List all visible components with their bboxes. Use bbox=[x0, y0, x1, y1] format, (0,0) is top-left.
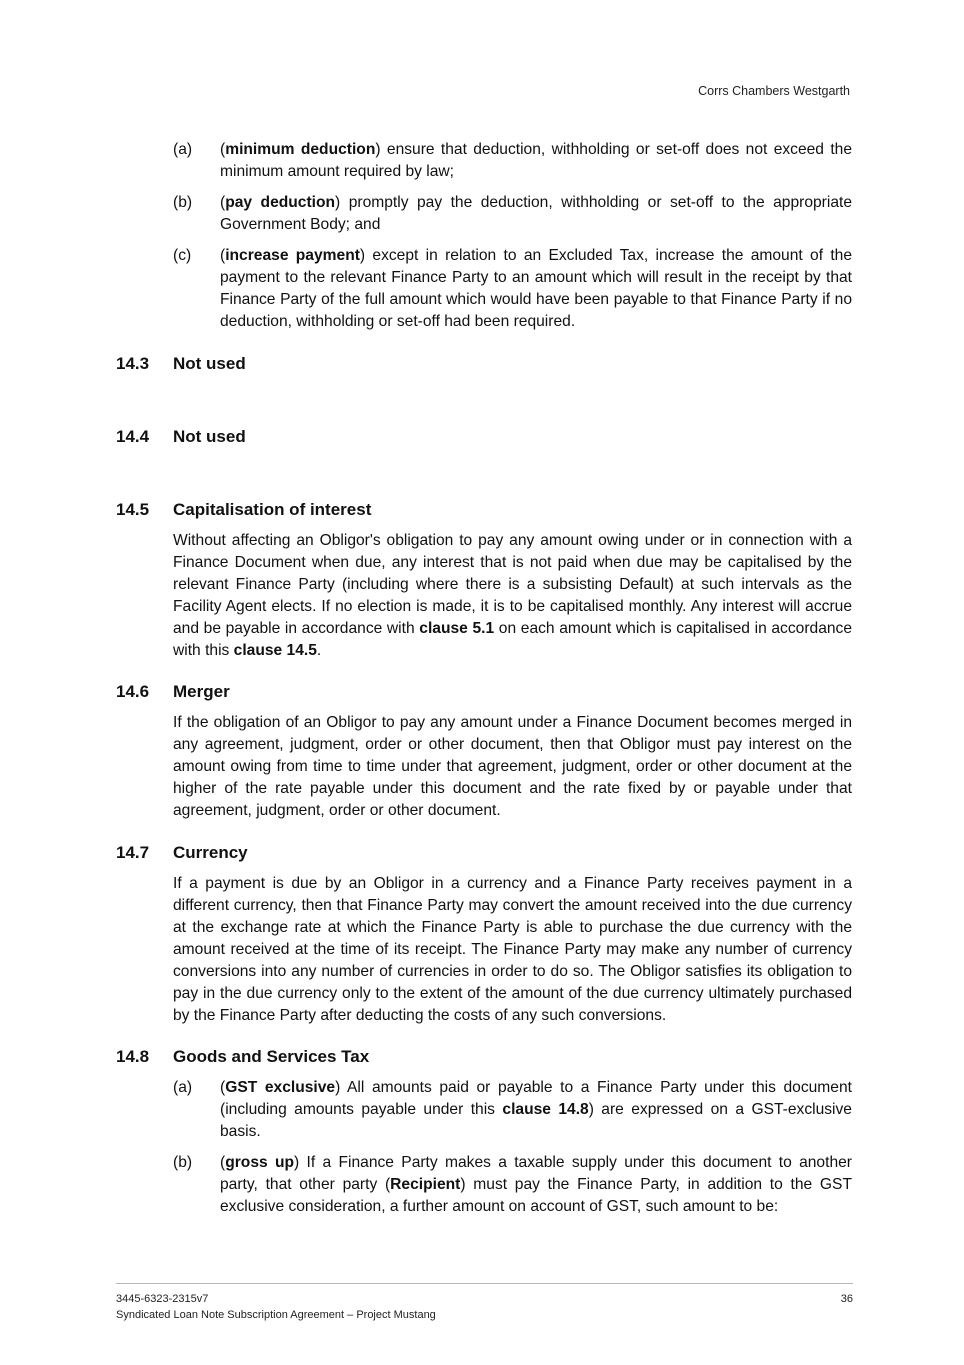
section-number: 14.7 bbox=[116, 843, 150, 862]
section-heading-14-4 bbox=[116, 426, 852, 448]
section-title: Currency bbox=[173, 843, 248, 862]
section-heading-14-3 bbox=[116, 353, 852, 375]
section-14-7-body: If a payment is due by an Obligor in a currency and a Finance Party receives payment in a different currency, then that Finance Party may convert the amount received into the due currency at the exchange rate at which the Finance Party is able to purchase the due currency with the amount received at the time of its receipt. The Finance Party may make any number of currency conversions into any number of currencies in order to do so. The Obligor satisfies its obligation to pay in the due currency only to the extent of the amount of the due currency ultimately purchased by the Finance Party after deducting the costs of any such conversions. bbox=[173, 875, 852, 1024]
list-item bbox=[116, 245, 852, 333]
item-label: (c) bbox=[173, 247, 192, 264]
section-title: Not used bbox=[173, 427, 246, 446]
document-id: 3445-6323-2315v7 bbox=[116, 1293, 209, 1305]
item-label: (b) bbox=[173, 194, 193, 211]
item-term: GST exclusive bbox=[225, 1079, 336, 1096]
item-label: (b) bbox=[173, 1154, 193, 1171]
document-title: Syndicated Loan Note Subscription Agreement – Project Mustang bbox=[116, 1309, 436, 1321]
section-number: 14.4 bbox=[116, 427, 150, 446]
section-heading-14-7 bbox=[116, 842, 852, 864]
running-header: Corrs Chambers Westgarth bbox=[698, 84, 850, 98]
document-body bbox=[116, 139, 852, 1227]
section-title: Capitalisation of interest bbox=[173, 500, 372, 519]
item-text: (GST exclusive) All amounts paid or payable to a Finance Party under this document (including amounts payable under this clause 14.8) are expressed on a GST-exclusive basis. bbox=[220, 1079, 852, 1140]
page-number: 36 bbox=[840, 1293, 853, 1305]
section-heading-14-6 bbox=[116, 681, 852, 703]
section-number: 14.6 bbox=[116, 682, 150, 701]
list-item bbox=[116, 139, 852, 183]
section-number: 14.8 bbox=[116, 1047, 150, 1066]
item-text: (gross up) If a Finance Party makes a taxable supply under this document to another party, that other party (Recipient) must pay the Finance Party, in addition to the GST exclusive consideration, a further amount on account of GST, such amount to be: bbox=[220, 1154, 852, 1215]
list-item bbox=[116, 192, 852, 236]
item-text: (minimum deduction) ensure that deduction, withholding or set-off does not exceed the minimum amount required by law; bbox=[220, 141, 853, 180]
section-heading-14-8 bbox=[116, 1046, 852, 1068]
item-text: (pay deduction) promptly pay the deduction, withholding or set-off to the appropriate Government Body; and bbox=[220, 194, 852, 233]
section-title: Merger bbox=[173, 682, 230, 701]
item-label: (a) bbox=[173, 1079, 193, 1096]
item-term: pay deduction bbox=[225, 194, 336, 211]
clause-reference: clause 14.8 bbox=[502, 1101, 589, 1118]
item-term: minimum deduction bbox=[225, 141, 376, 158]
defined-term: Recipient bbox=[390, 1176, 461, 1193]
section-14-6-body: If the obligation of an Obligor to pay any amount under a Finance Document becomes merged in any agreement, judgment, order or other document, then that Obligor must pay interest on the amount owing from time to time under that agreement, judgment, order or other document at the higher of the rate payable under this document and the rate fixed by or payable under that agreement, judgment, order or other document. bbox=[173, 714, 852, 819]
clause-reference: clause 14.5 bbox=[233, 642, 317, 659]
section-title: Not used bbox=[173, 354, 246, 373]
section-14-5-body: Without affecting an Obligor's obligation to pay any amount owing under or in connection with a Finance Document when due, any interest that is not paid when due may be capitalised by the relevant Finance Party (including where there is a subsisting Default) at such intervals as the Facility Agent elects. If no election is made, it is to be capitalised monthly. Any interest will accrue and be payable in accordance with clause 5.1 on each amount which is capitalised in accordance with this clause 14.5. bbox=[173, 532, 853, 659]
item-text: (increase payment) except in relation to an Excluded Tax, increase the amount of the payment to the relevant Finance Party to an amount which will result in the receipt by that Finance Party of the full amount which would have been payable to that Finance Party if no deduction, withholding or set-off had been required. bbox=[220, 247, 852, 330]
clause-reference: clause 5.1 bbox=[419, 620, 495, 637]
page-footer bbox=[116, 1291, 853, 1323]
list-item bbox=[116, 1152, 852, 1218]
item-term: increase payment bbox=[225, 247, 360, 264]
section-title: Goods and Services Tax bbox=[173, 1047, 370, 1066]
section-number: 14.3 bbox=[116, 354, 150, 373]
list-item bbox=[116, 1077, 852, 1143]
item-label: (a) bbox=[173, 141, 193, 158]
section-heading-14-5 bbox=[116, 499, 852, 521]
footer-divider bbox=[116, 1283, 853, 1284]
section-number: 14.5 bbox=[116, 500, 150, 519]
item-term: gross up bbox=[225, 1154, 295, 1171]
